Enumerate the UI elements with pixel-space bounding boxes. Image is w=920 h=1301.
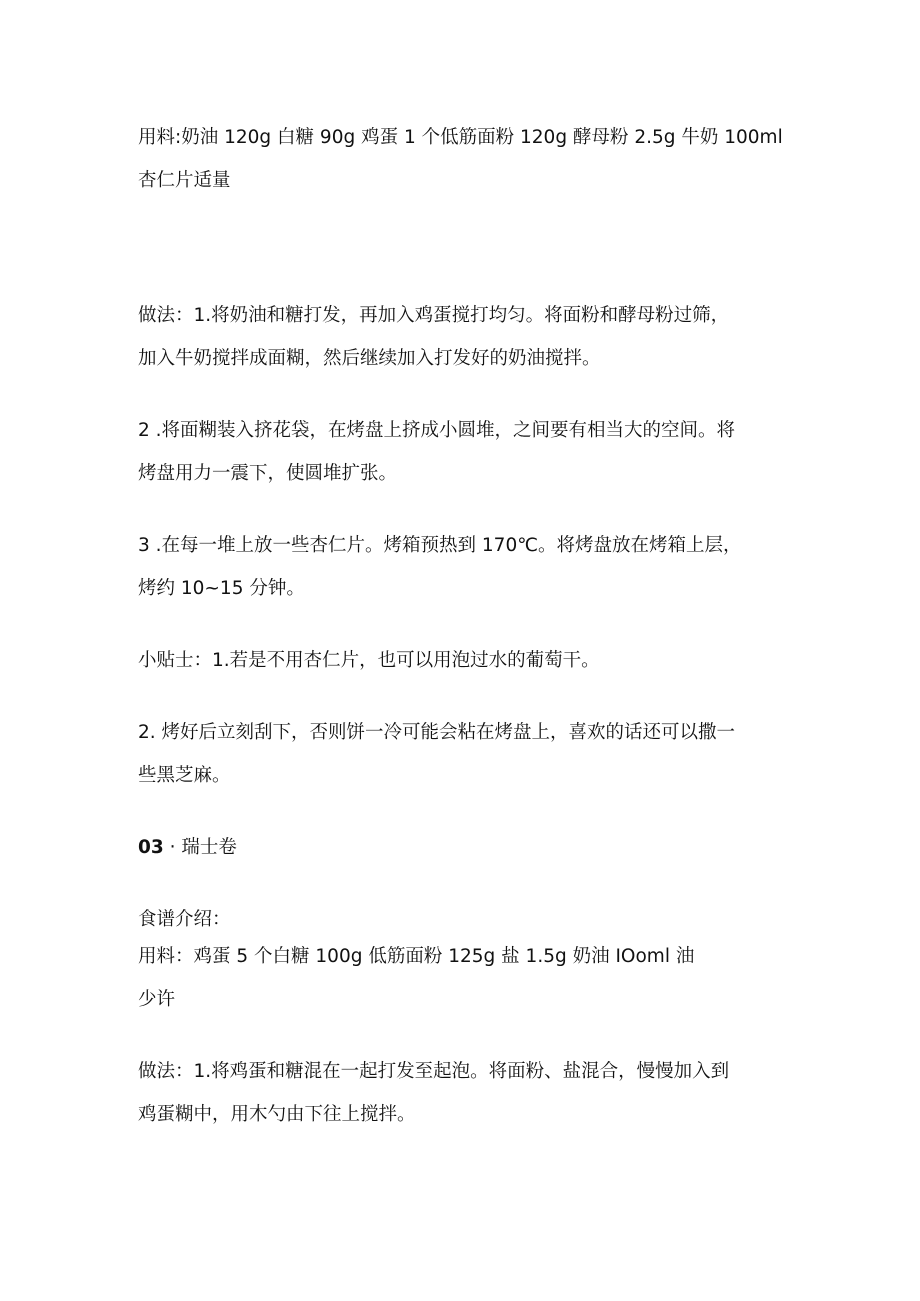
ingredients-paragraph-2 [138, 935, 788, 1021]
document-content [138, 116, 788, 1136]
method-line: 加入牛奶搅拌成面糊，然后继续加入打发好的奶油搅拌。 [138, 348, 601, 369]
tip-line: 小贴士：1.若是不用杏仁片，也可以用泡过水的葡萄干。 [138, 650, 600, 671]
tip-line: 些黑芝麻。 [138, 765, 231, 786]
recipe-intro-text: 食谱介绍： [138, 909, 231, 930]
method-line: 鸡蛋糊中，用木勺由下往上搅拌。 [138, 1104, 416, 1125]
method-line: 做法：1.将鸡蛋和糖混在一起打发至起泡。将面粉、盐混合，慢慢加入到 [138, 1061, 730, 1082]
ingredients-paragraph-1 [138, 116, 788, 202]
section-number: 03 [138, 837, 164, 858]
tip-1 [138, 639, 788, 682]
tip-2 [138, 711, 788, 797]
method-line: 烤盘用力一震下，使圆堆扩张。 [138, 463, 398, 484]
method-step-2 [138, 409, 788, 495]
method-line: 3 .在每一堆上放一些杏仁片。烤箱预热到 170℃。将烤盘放在烤箱上层， [138, 535, 742, 556]
ingredients-line: 少许 [138, 989, 176, 1010]
ingredients-line: 杏仁片适量 [138, 170, 231, 191]
method-line: 做法：1.将奶油和糖打发，再加入鸡蛋搅打均匀。将面粉和酵母粉过筛， [138, 305, 730, 326]
method-step-1-recipe-2 [138, 1050, 788, 1136]
ingredients-line: 用料:奶油 120g 白糖 90g 鸡蛋 1 个低筋面粉 120g 酵母粉 2.5g 牛奶 100ml [138, 127, 783, 148]
tip-line: 2. 烤好后立刻刮下，否则饼一冷可能会粘在烤盘上，喜欢的话还可以撒一 [138, 722, 736, 743]
ingredients-line: 用料：鸡蛋 5 个白糖 100g 低筋面粉 125g 盐 1.5g 奶油 IOoml 油 [138, 946, 695, 967]
method-step-1 [138, 294, 788, 380]
method-step-3 [138, 524, 788, 610]
section-title: 瑞士卷 [181, 837, 237, 858]
method-line: 烤约 10~15 分钟。 [138, 578, 305, 599]
section-heading-03 [138, 826, 788, 869]
section-separator: · [169, 837, 176, 858]
method-line: 2 .将面糊装入挤花袋，在烤盘上挤成小圆堆，之间要有相当大的空间。将 [138, 420, 736, 441]
